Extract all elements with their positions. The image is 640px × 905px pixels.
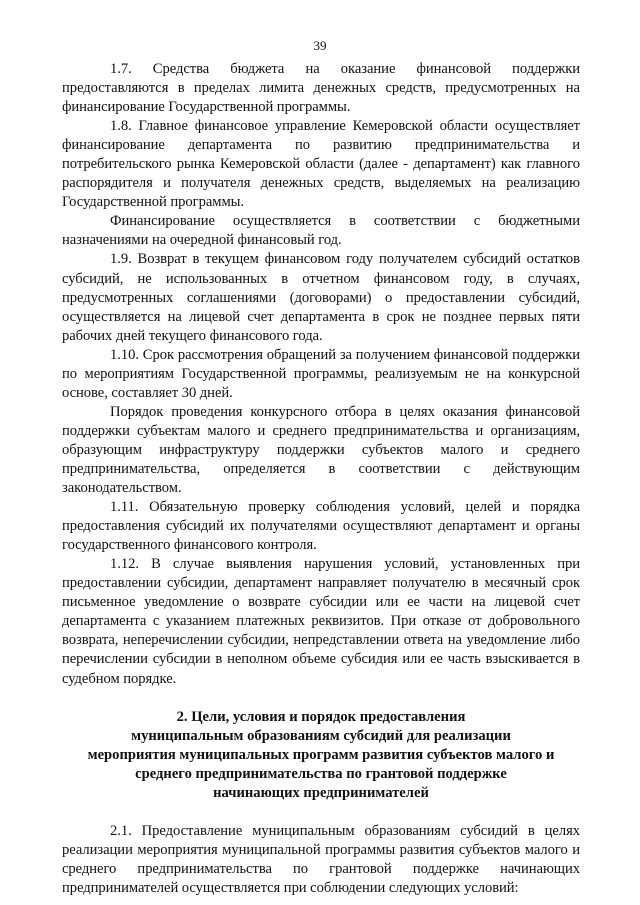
document-body [62,60,580,898]
paragraph-2-1: 2.1. Предоставление муниципальным образованиям субсидий в целях реализации мероприятия муниципальной программы развития субъектов малого и среднего предпринимательства по грантовой поддержке начинающих предпринимателей осуществляется при соблюдении следующих условий: [62,822,580,896]
paragraph-1-11: 1.11. Обязательную проверку соблюдения условий, целей и порядка предоставления субсидий их получателями осуществляют департамент и органы государственного финансового контроля. [62,499,580,554]
paragraph-1-8: 1.8. Главное финансовое управление Кемеровской области осуществляет финансирование департамента по развитию предпринимательства и потребительского рынка Кемеровской области (далее - департамент) как главного распорядителя и получателя денежных средств, выделяемых на реализацию Государственной программы. [62,118,580,211]
section-heading-line: муниципальным образованиям субсидий для реализации [131,727,511,744]
section-heading-line: начинающих предпринимателей [213,784,429,801]
paragraph-1-9: 1.9. Возврат в текущем финансовом году получателем субсидий остатков субсидий, не использованных в отчетном финансовом году, в случаях, предусмотренных соглашениями (договорами) о предоставлении субсидий, осуществляется на лицевой счет департамента в срок не позднее первых пяти рабочих дней текущего финансового года. [62,251,580,344]
paragraph-1-12: 1.12. В случае выявления нарушения условий, установленных при предоставлении субсидии, департамент направляет получателю в месячный срок письменное уведомление о возврате субсидии или ее части на лицевой счет департамента с указанием платежных реквизитов. При отказе от добровольного возврата, неперечислении субсидии, непредставлении ответа на уведомление либо перечислении субсидии в неполном объеме субсидия или ее часть взыскивается в судебном порядке. [62,556,580,687]
section-heading-line: 2. Цели, условия и порядок предоставления [176,708,466,725]
paragraph-financing: Финансирование осуществляется в соответствии с бюджетными назначениями на очередной финансовый год. [62,213,580,249]
section-heading [62,708,580,803]
paragraph-1-7: 1.7. Средства бюджета на оказание финансовой поддержки предоставляются в пределах лимита денежных средств, предусмотренных на финансирование Государственной программы. [62,61,580,116]
page-number: 39 [313,38,327,53]
paragraph-1-10: 1.10. Срок рассмотрения обращений за получением финансовой поддержки по мероприятиям Государственной программы, реализуемым не на конкурсной основе, составляет 30 дней. [62,346,580,401]
paragraph-competition-order: Порядок проведения конкурсного отбора в целях оказания финансовой поддержки субъектам малого и среднего предпринимательства и организациям, образующим инфраструктуру поддержки субъектов малого и среднего предпринимательства, определяется в соответствии с действующим законодательством. [62,403,580,497]
spacer [62,689,580,708]
spacer [62,803,580,822]
section-heading-line: среднего предпринимательства по грантовой поддержке [135,765,507,782]
section-heading-line: мероприятия муниципальных программ развития субъектов малого и [87,746,555,763]
